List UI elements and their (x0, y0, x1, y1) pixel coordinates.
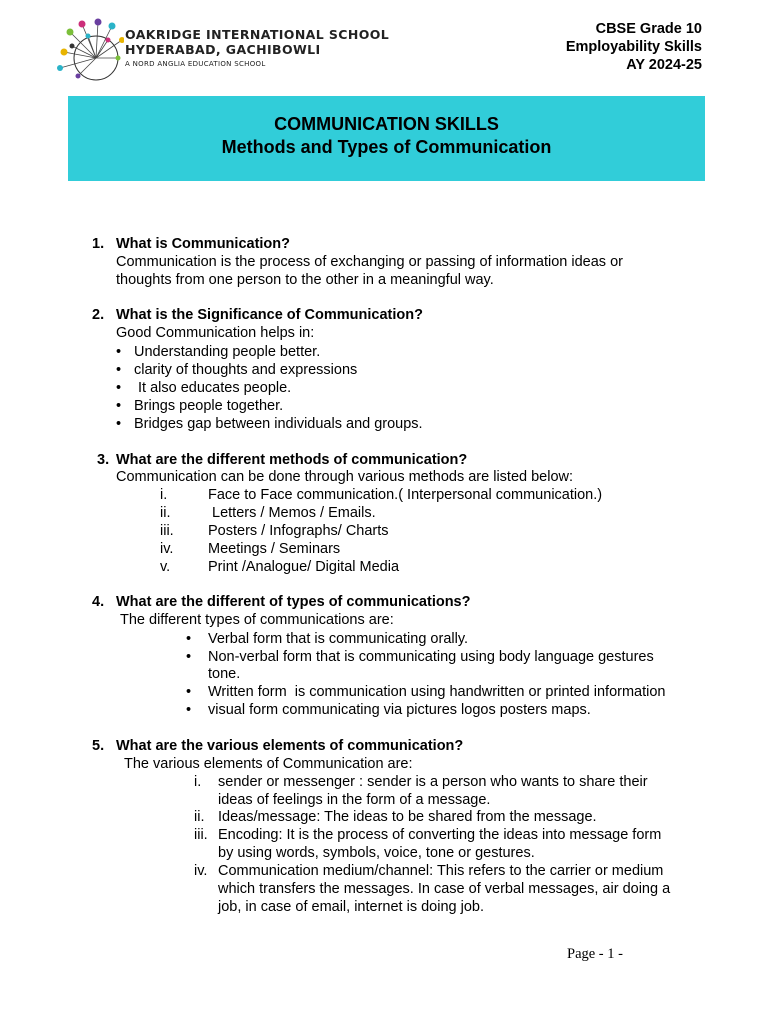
bullet-icon: • (186, 649, 192, 665)
q3-item-number: ii. (160, 505, 171, 521)
q2-bullet: Bridges gap between individuals and groups. (134, 416, 423, 432)
q1-answer-line2: thoughts from one person to the other in a meaningful way. (116, 272, 494, 288)
q5-item-number: iii. (194, 827, 208, 843)
school-name (125, 27, 389, 70)
q5-item: Ideas/message: The ideas to be shared from the message. (218, 809, 597, 825)
q5-number: 5. (92, 738, 105, 754)
school-name-line2: HYDERABAD, GACHIBOWLI (125, 42, 321, 57)
q3-heading: What are the different methods of communication? (116, 452, 468, 468)
school-logo-icon (52, 18, 124, 84)
q5-item-number: iv. (194, 863, 208, 879)
q3-item: Face to Face communication.( Interpersonal communication.) (208, 487, 603, 503)
q3-item: Posters / Infographs/ Charts (208, 523, 389, 539)
q3-item-number: iii. (160, 523, 174, 539)
q3-item-number: i. (160, 487, 168, 503)
bullet-icon: • (186, 631, 192, 647)
school-name-line1: OAKRIDGE INTERNATIONAL SCHOOL (125, 27, 390, 42)
bullet-icon: • (116, 362, 122, 378)
q3-item: Meetings / Seminars (208, 541, 341, 557)
q3-item: Print /Analogue/ Digital Media (208, 559, 400, 575)
q4-heading: What are the different of types of communications? (116, 594, 471, 610)
q3-item-number: iv. (160, 541, 174, 557)
q4-bullet: Verbal form that is communicating orally. (208, 631, 469, 647)
grade-label: CBSE Grade 10 (595, 21, 702, 37)
q1-heading: What is Communication? (116, 236, 290, 252)
q3-intro: Communication can be done through various methods are listed below: (116, 469, 574, 485)
q5-item-continuation: job, in case of email, internet is doing job. (218, 899, 484, 915)
subject-label: Employability Skills (565, 39, 702, 55)
q4-bullet: Non-verbal form that is communicating using body language gestures (208, 649, 654, 665)
q1-number: 1. (92, 236, 105, 252)
bullet-icon: • (116, 398, 122, 414)
q5-item: Encoding: It is the process of converting the ideas into message form (218, 827, 662, 843)
q2-intro: Good Communication helps in: (116, 325, 315, 341)
page-number: Page - 1 - (567, 946, 623, 962)
q2-number: 2. (92, 307, 105, 323)
bullet-icon: • (116, 416, 122, 432)
q5-item-continuation: by using words, symbols, voice, tone or gestures. (218, 845, 535, 861)
q3-item-number: v. (160, 559, 171, 575)
page-header (0, 0, 768, 90)
school-tagline: A NORD ANGLIA EDUCATION SCHOOL (125, 60, 266, 68)
q5-item-number: ii. (194, 809, 205, 825)
q4-number: 4. (92, 594, 105, 610)
q5-item-continuation: ideas of feelings in the form of a message. (218, 792, 491, 808)
q5-item: sender or messenger : sender is a person who wants to share their (218, 774, 648, 790)
q5-item-number: i. (194, 774, 202, 790)
q5-intro: The various elements of Communication are: (124, 756, 413, 772)
q2-heading: What is the Significance of Communication? (116, 307, 423, 323)
q5-item: Communication medium/channel: This refers to the carrier or medium (218, 863, 664, 879)
banner-subtitle: Methods and Types of Communication (221, 137, 552, 157)
bullet-icon: • (116, 380, 122, 396)
q2-bullet: Brings people together. (134, 398, 284, 414)
q3-number: 3. (97, 452, 110, 468)
course-info (566, 20, 702, 74)
q4-bullet-continuation: tone. (208, 666, 241, 682)
year-label: AY 2024-25 (626, 57, 702, 73)
bullet-icon: • (116, 344, 122, 360)
q4-bullet: visual form communicating via pictures logos posters maps. (208, 702, 591, 718)
q2-bullet: clarity of thoughts and expressions (134, 362, 358, 378)
q4-bullet: Written form is communication using handwritten or printed information (208, 684, 666, 700)
q1-answer-line1: Communication is the process of exchanging or passing of information ideas or (116, 254, 623, 270)
banner-title: COMMUNICATION SKILLS (274, 114, 499, 134)
q2-bullet: Understanding people better. (134, 344, 321, 360)
q2-bullet: It also educates people. (134, 380, 292, 396)
q3-item: Letters / Memos / Emails. (208, 505, 376, 521)
bullet-icon: • (186, 684, 192, 700)
q4-intro: The different types of communications are: (120, 612, 394, 628)
q5-item-continuation: which transfers the messages. In case of verbal messages, air doing a (218, 881, 671, 897)
q5-heading: What are the various elements of communication? (116, 738, 464, 754)
bullet-icon: • (186, 702, 192, 718)
title-banner (68, 96, 705, 181)
